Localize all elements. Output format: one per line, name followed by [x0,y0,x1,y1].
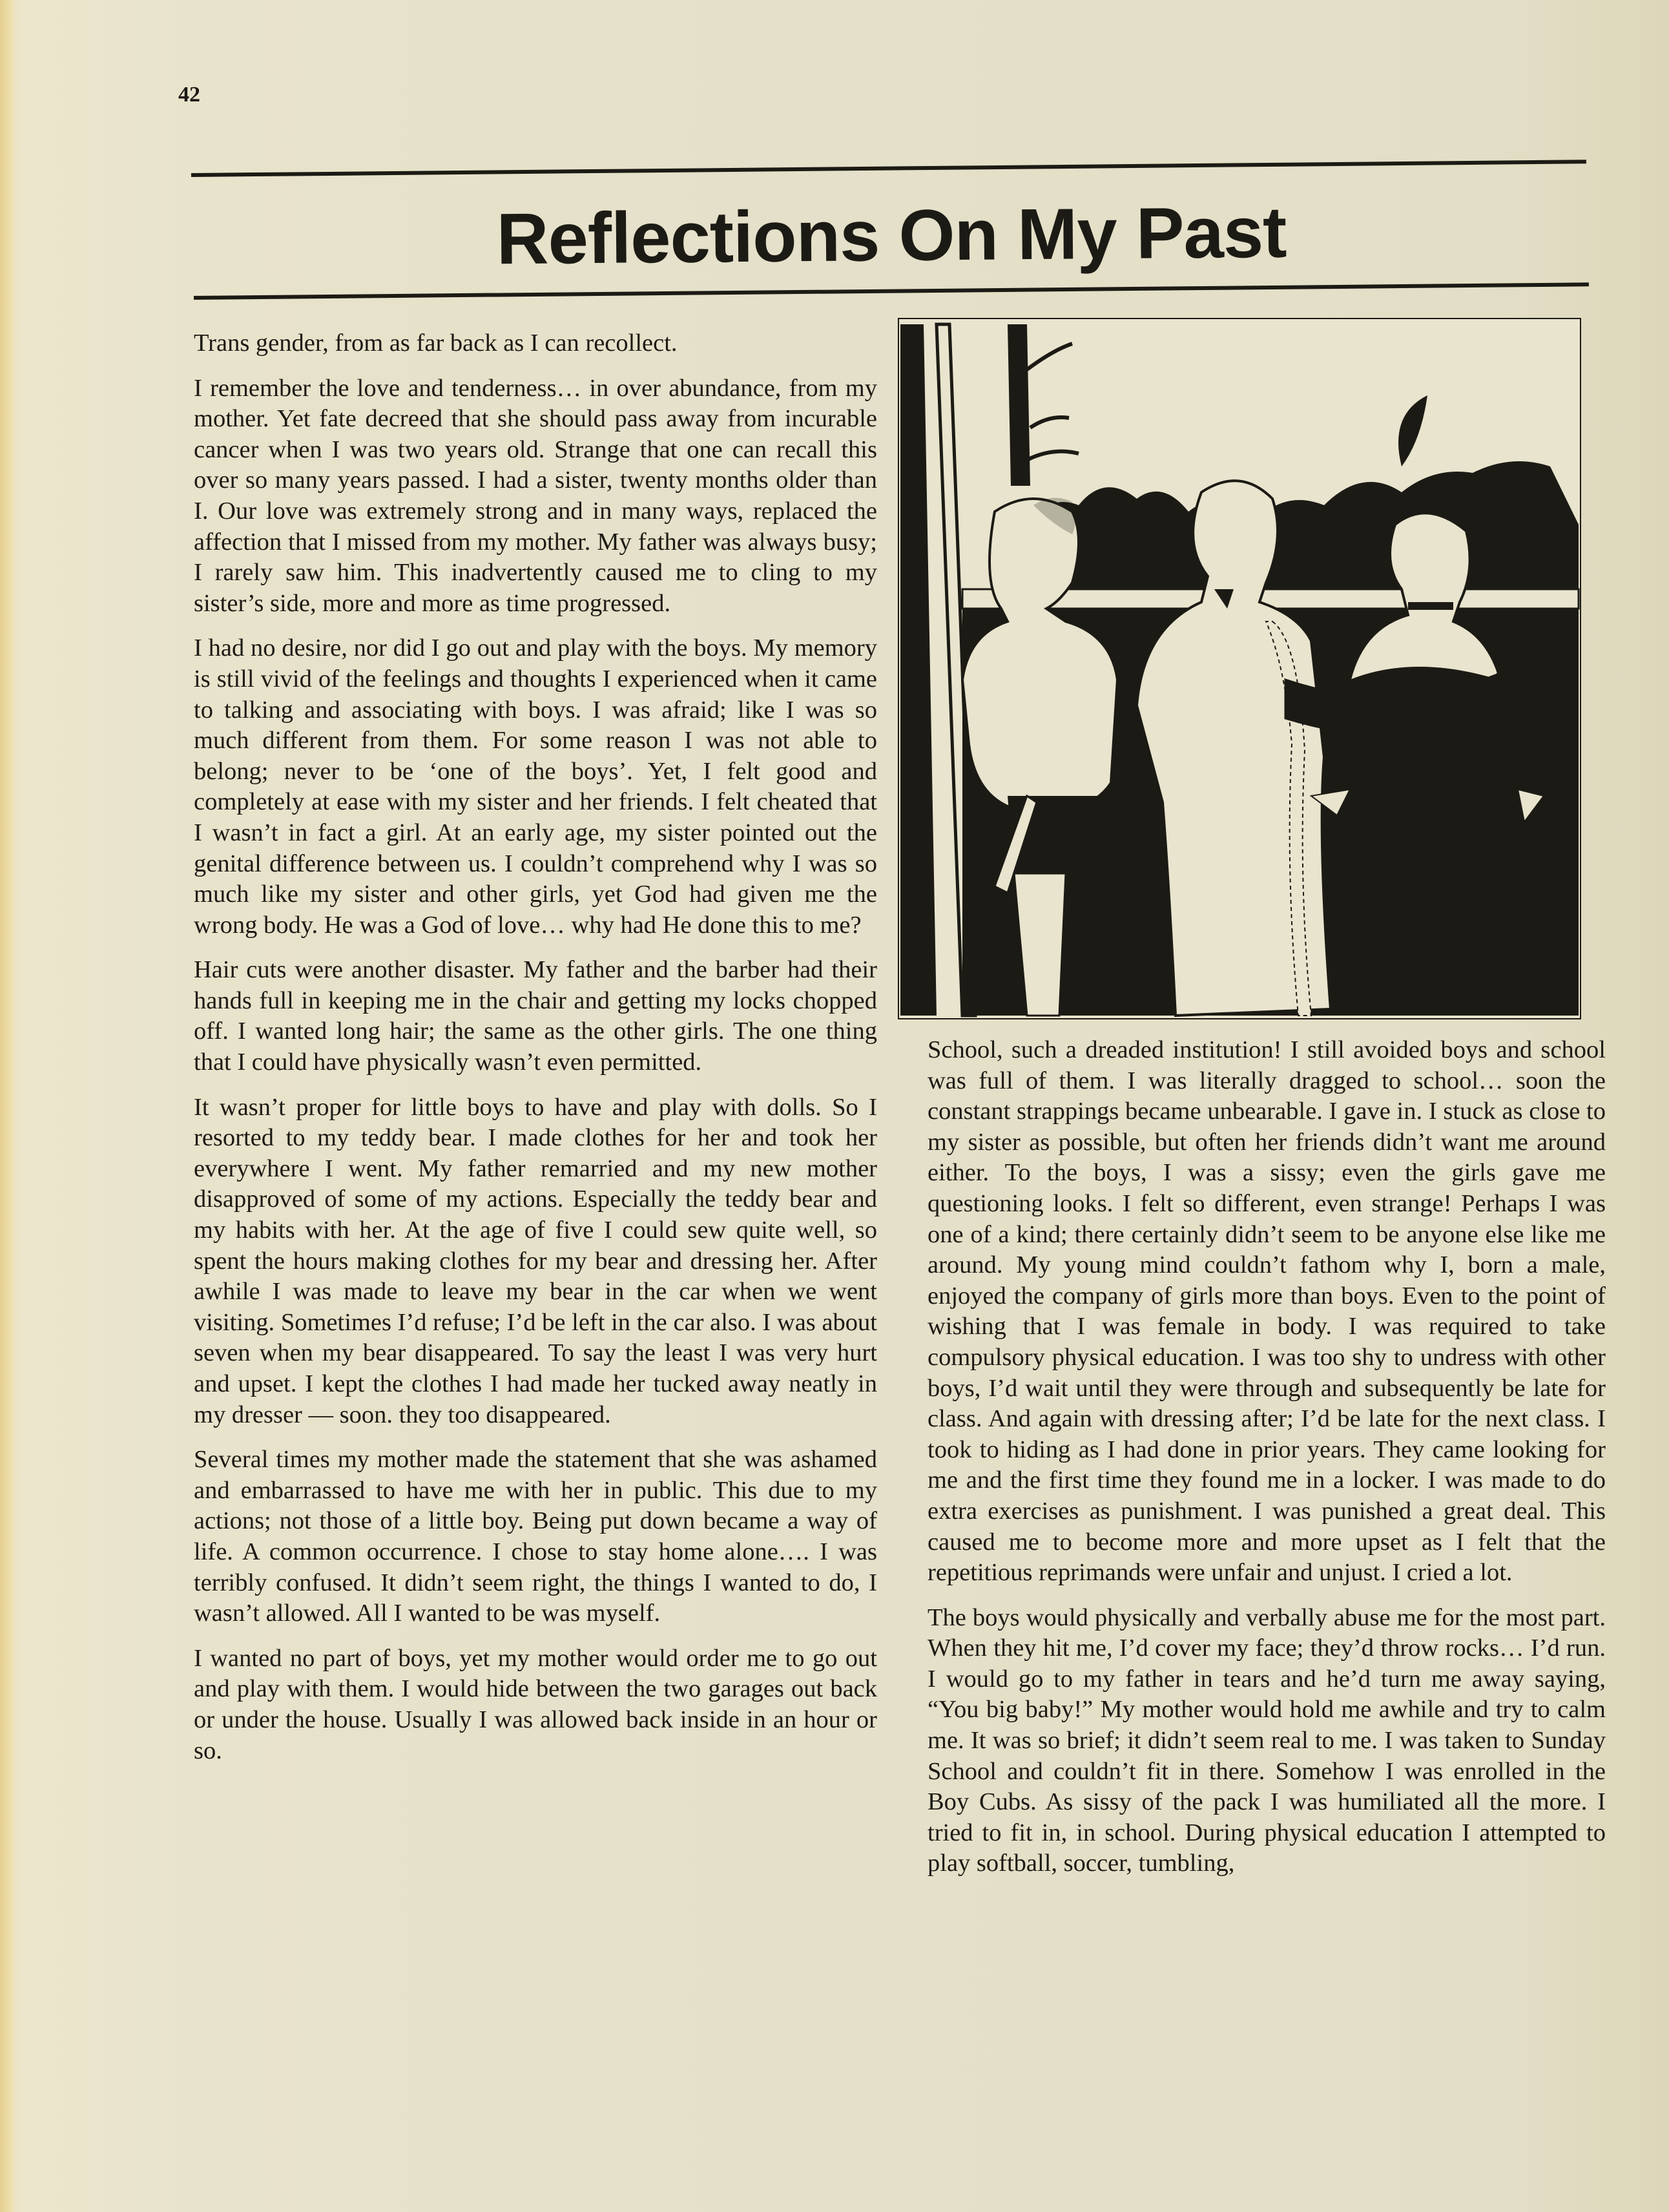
paragraph: Several times my mother made the statement that she was ashamed and embarrassed to have me with her in public. This due to my actions; not those of a little boy. Being put down became a way of life. A common occurrence. I chose to stay home alone…. I was terribly confused. It didn’t seem right, the things I wanted to do, I wasn’t allowed. All I wanted to be was myself. [194,1446,877,1627]
paragraph: Trans gender, from as far back as I can recollect. [194,329,678,357]
tree-trunk-back [1008,324,1030,486]
title-rule-top [191,160,1586,177]
paragraph: I wanted no part of boys, yet my mother would order me to go out and play with them. I would hide between the two garages out back or under the house. Usually I was allowed back inside in an hour or so. [194,1644,877,1764]
article-title: Reflections On My Past [496,191,1287,280]
paragraph: I remember the love and tenderness… in over abundance, from my mother. Yet fate decreed that she should pass away from incurable cancer when I was two years old. Strange that one can recall this over so many years passed. I had a sister, twenty months older than I. Our love was extremely strong and in many ways, replaced the affection that I missed from my mother. My father was always busy; I rarely saw him. This inadvertently caused me to cling to my sister’s side, more and more as time progressed. [194,374,877,617]
paragraph: Hair cuts were another disaster. My father and the barber had their hands full in keeping me in the chair and getting my locks chopped off. I wanted long hair; the same as the other girls. The one thing that I could have physically wasn’t even permitted. [194,956,877,1076]
paragraph: The boys would physically and verbally abuse me for the most part. When they hit me, I’d cover my face; they’d throw rocks… I’d run. I would go to my father in tears and he’d turn me away saying, “You big baby!” My mother would hold me awhile and try to calm me. It was so brief; it didn’t seem real to me. I was taken to Sunday School and couldn’t fit in there. Somehow I was enrolled in the Boy Cubs. As sissy of the pack I was humiliated all the more. I tried to fit in, in school. During physical education I attempted to play softball, soccer, tumbling, [928,1603,1606,1877]
paragraph: It wasn’t proper for little boys to have and play with dolls. So I resorted to my teddy bear. I made clothes for her and took her everywhere I went. My father remarried and my new mother disapproved of some of my actions. Especially the teddy bear and my habits with her. At the age of five I could sew quite well, so spent the hours making clothes for my bear and dressing her. After awhile I was made to leave my bear in the car when we went visiting. Sometimes I’d refuse; I’d be left in the car also. I was about seven when my bear disappeared. To say the least I was very hurt and upset. I kept the clothes I had made her tucked away neatly in my dresser — soon. they too disappeared. [194,1093,877,1428]
article-column-left [194,328,877,1780]
choker [1408,602,1453,610]
illustration-drawing [898,318,1581,1019]
paragraph: School, such a dreaded institution! I still avoided boys and school was full of them. I was literally dragged to school… soon the constant strappings became unbearable. I gave in. I stuck as close to my sister as possible, but often her friends didn’t want me around either. To the boys, I was a sissy; even the girls gave me questioning looks. I felt so different, even strange! Perhaps I was one of a kind; there certainly didn’t seem to be anyone else like me around. My young mind couldn’t fathom why I, born a male, enjoyed the company of girls more than boys. Even to the point of wishing that I was female in body. I was required to take compulsory physical education. I was too shy to undress with other boys, I’d wait until they were through and subsequently be late for class. And again with dressing after; I’d be late for the next class. I took to hiding as I had done in prior years. They came looking for me and the first time they found me in a locker. I was made to do extra exercises as punishment. I was punished a great deal. This caused me to become more and more upset as I felt that the repetitious reprimands were unfair and unjust. I cried a lot. [928,1036,1606,1587]
paragraph: I had no desire, nor did I go out and play with the boys. My memory is still vivid of the feelings and thoughts I experienced when it came to talking and associating with boys. I was afraid; like I was so much different from them. For some reason I was not able to belong; never to be ‘one of the boys’. Yet, I felt good and completely at ease with my sister and her friends. I felt cheated that I wasn’t in fact a girl. At an early age, my sister pointed out the genital difference between us. I couldn’t comprehend why I was so much like my sister and other girls, yet God had given me the wrong body. He was a God of love… why had He done this to me? [194,634,877,939]
article-illustration [898,318,1581,1019]
title-rule-bottom [194,282,1589,300]
article-column-right [928,1035,1606,1894]
page-spine-edge [0,0,14,2212]
page-number: 42 [178,83,200,107]
